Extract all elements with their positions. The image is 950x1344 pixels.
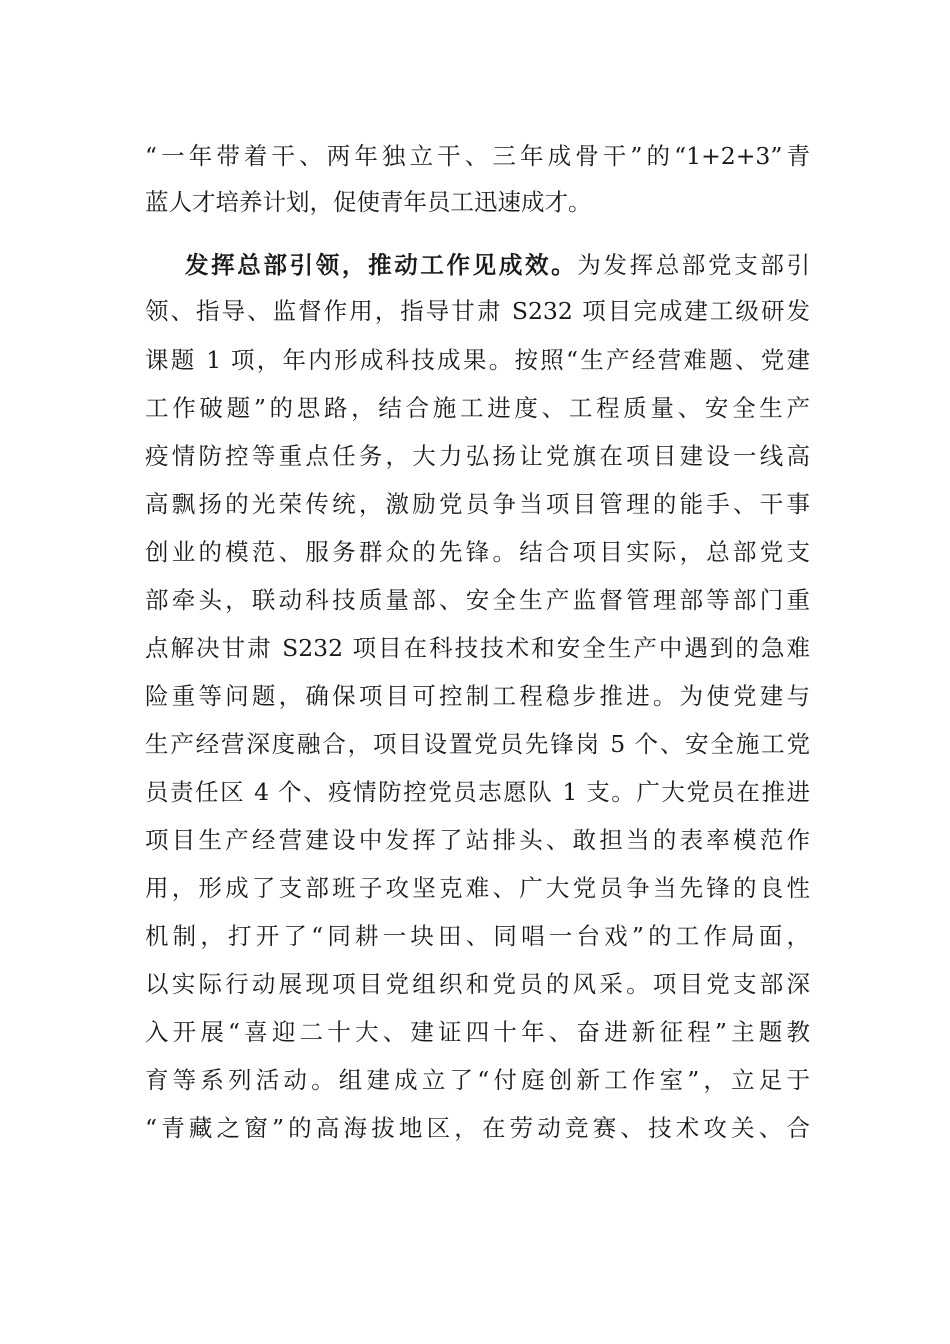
paragraph-2-line: 创业的模范、服务群众的先锋。结合项目实际，总部党支 [145,538,810,566]
paragraph-2-line: 员责任区 4 个、疫情防控党员志愿队 1 支。广大党员在推进 [145,778,810,806]
paragraph-2-line: 机制，打开了“同耕一块田、同唱一台戏”的工作局面， [145,922,810,950]
paragraph-2-line-1 [185,245,810,285]
paragraph-2-line: 以实际行动展现项目党组织和党员的风采。项目党支部深 [145,970,810,998]
paragraph-2-line: 高飘扬的光荣传统，激励党员争当项目管理的能手、干事 [145,490,810,518]
paragraph-2-line: 育等系列活动。组建成立了“付庭创新工作室”，立足于 [145,1066,810,1094]
paragraph-2-line: 课题 1 项，年内形成科技成果。按照“生产经营难题、党建 [145,346,810,374]
paragraph-2-line: 生产经营深度融合，项目设置党员先锋岗 5 个、安全施工党 [145,730,810,758]
paragraph-2-line: 领、指导、监督作用，指导甘肃 S232 项目完成建工级研发 [145,297,810,325]
paragraph-2-heading: 发挥总部引领，推动工作见成效。 [185,251,578,279]
paragraph-2-first-line-rest: 为发挥总部党支部引 [577,251,811,279]
paragraph-2-line: 项目生产经营建设中发挥了站排头、敢担当的表率模范作 [145,826,810,854]
paragraph-2-line: 用，形成了支部班子攻坚克难、广大党员争当先锋的良性 [145,874,810,902]
paragraph-1-line-1: “一年带着干、两年独立干、三年成骨干”的“1+2+3”青 [145,142,810,170]
paragraph-2-line: 入开展“喜迎二十大、建证四十年、奋进新征程”主题教 [145,1018,810,1046]
paragraph-2-line: 点解决甘肃 S232 项目在科技技术和安全生产中遇到的急难 [145,634,810,662]
paragraph-2-line: 部牵头，联动科技质量部、安全生产监督管理部等部门重 [145,586,810,614]
paragraph-2-line: 工作破题”的思路，结合施工进度、工程质量、安全生产 [145,394,810,422]
paragraph-2-line: “青藏之窗”的高海拔地区，在劳动竞赛、技术攻关、合 [145,1114,810,1142]
paragraph-2-line: 险重等问题，确保项目可控制工程稳步推进。为使党建与 [145,682,810,710]
paragraph-2-line: 疫情防控等重点任务，大力弘扬让党旗在项目建设一线高 [145,442,810,470]
paragraph-1-line-2: 蓝人才培养计划，促使青年员工迅速成才。 [145,188,592,216]
